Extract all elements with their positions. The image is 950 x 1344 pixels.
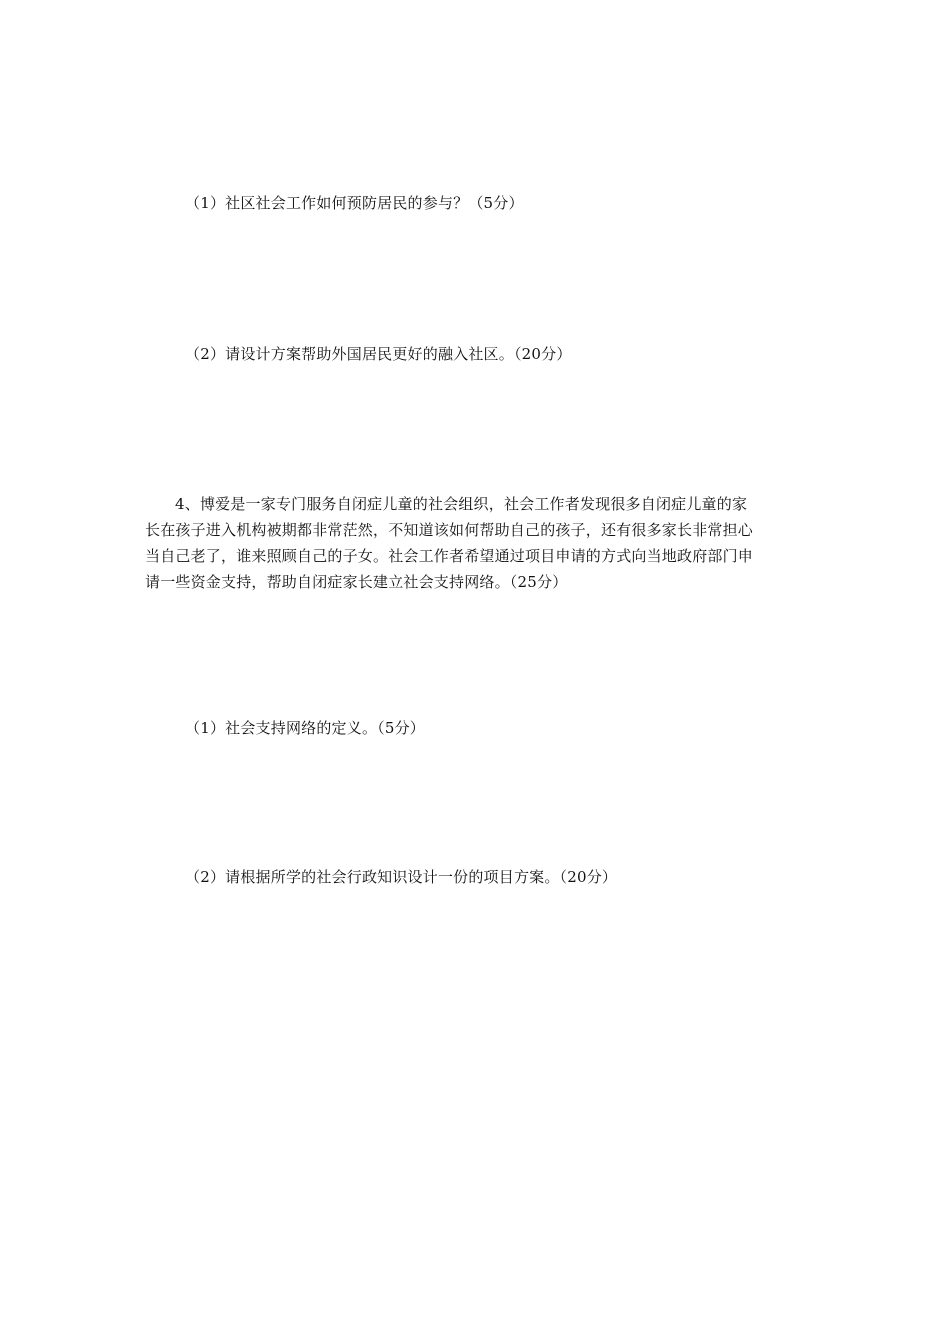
question-3-sub-1: （1）社区社会工作如何预防居民的参与？（5分） — [185, 194, 524, 212]
question-3-sub-2: （2）请设计方案帮助外国居民更好的融入社区。（20分） — [185, 345, 572, 363]
question-4-paragraph — [145, 491, 813, 595]
question-4-sub-2: （2）请根据所学的社会行政知识设计一份的项目方案。（20分） — [185, 868, 618, 886]
question-4-line-2: 长在孩子进入机构被期都非常茫然，不知道该如何帮助自己的孩子，还有很多家长非常担心 — [145, 521, 754, 539]
question-4-line-3: 当自己老了，谁来照顾自己的子女。社会工作者希望通过项目申请的方式向当地政府部门申 — [145, 547, 754, 565]
question-4-line-4: 请一些资金支持，帮助自闭症家长建立社会支持网络。（25分） — [145, 573, 568, 591]
question-4-line-1: 4、博爱是一家专门服务自闭症儿童的社会组织，社会工作者发现很多自闭症儿童的家 — [175, 495, 748, 513]
question-4-sub-1: （1）社会支持网络的定义。（5分） — [185, 719, 425, 737]
